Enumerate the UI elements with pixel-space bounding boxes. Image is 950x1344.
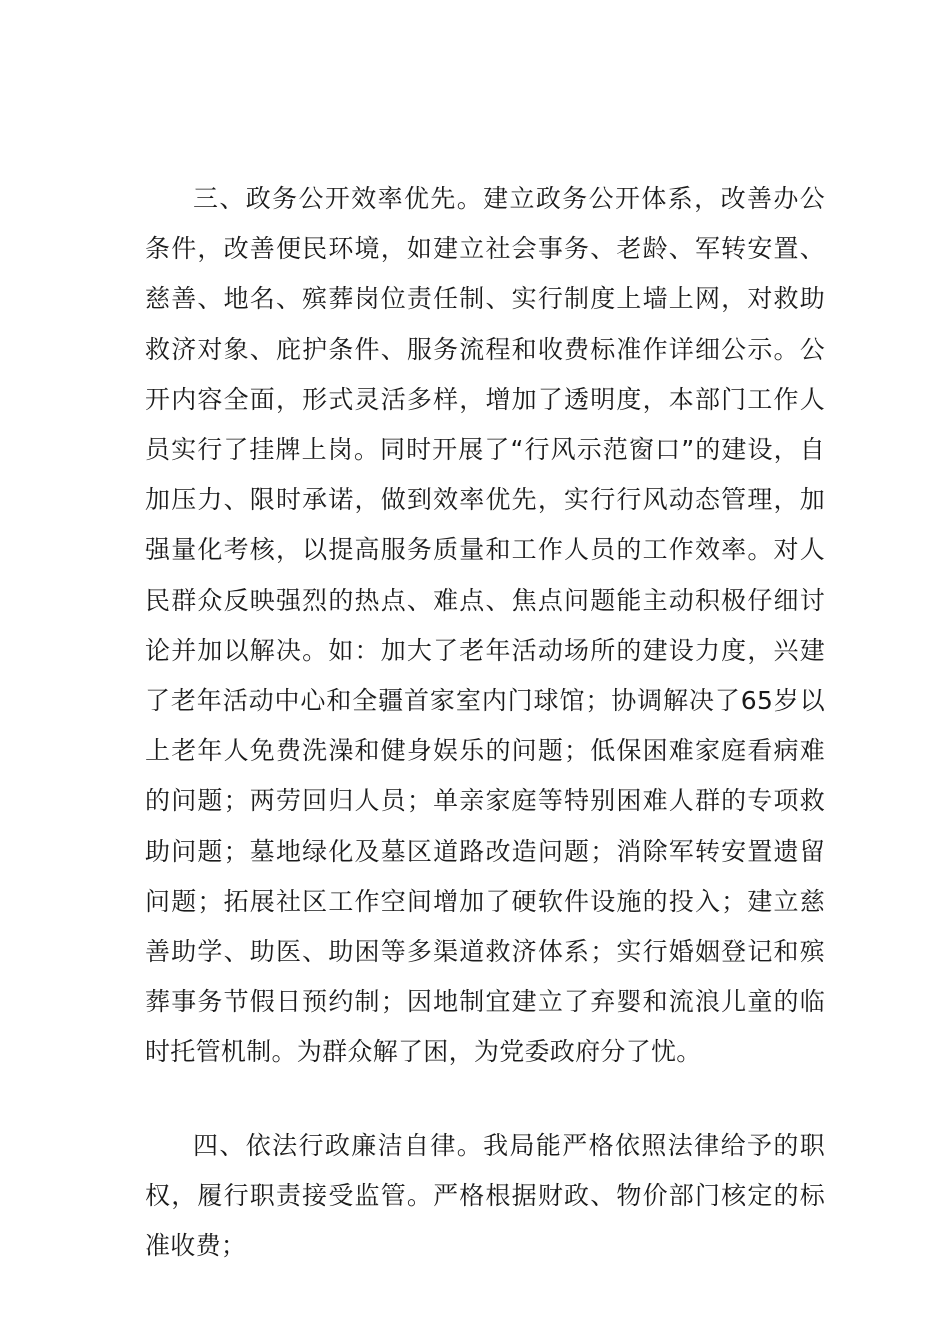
paragraph-section-three: 三、政务公开效率优先。建立政务公开体系，改善办公条件，改善便民环境，如建立社会事务、老龄、军转安置、慈善、地名、殡葬岗位责任制、实行制度上墙上网，对救助救济对象、庇护条件、服务流程和收费标准作详细公示。公开内容全面，形式灵活多样，增加了透明度，本部门工作人员实行了挂牌上岗。同时开展了“行风示范窗口”的建设，自加压力、限时承诺，做到效率优先，实行行风动态管理，加强量化考核，以提高服务质量和工作人员的工作效率。对人民群众反映强烈的热点、难点、焦点问题能主动积极仔细讨论并加以解决。如：加大了老年活动场所的建设力度，兴建了老年活动中心和全疆首家室内门球馆；协调解决了65岁以上老年人免费洗澡和健身娱乐的问题；低保困难家庭看病难的问题；两劳回归人员；单亲家庭等特别困难人群的专项救助问题；墓地绿化及墓区道路改造问题；消除军转安置遗留问题；拓展社区工作空间增加了硬软件设施的投入；建立慈善助学、助医、助困等多渠道救济体系；实行婚姻登记和殡葬事务节假日预约制；因地制宜建立了弃婴和流浪儿童的临时托管机制。为群众解了困，为党委政府分了忧。 bbox=[145, 184, 825, 1067]
paragraph-section-four: 四、依法行政廉洁自律。我局能严格依照法律给予的职权，履行职责接受监管。严格根据财政、物价部门核定的标准收费； bbox=[145, 1131, 825, 1261]
